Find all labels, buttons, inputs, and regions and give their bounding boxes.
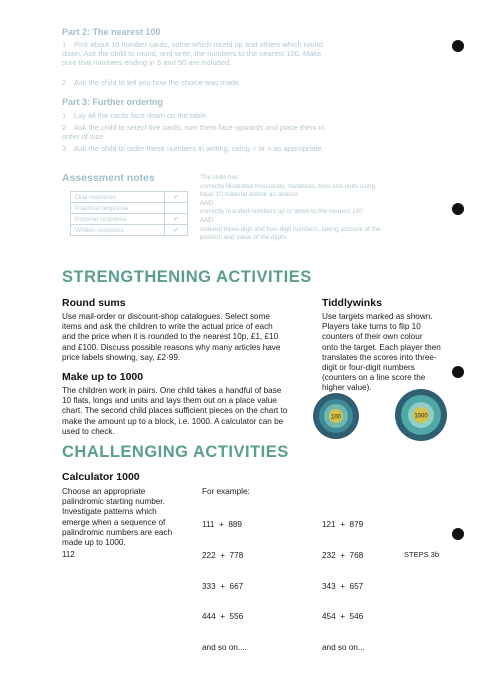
round-sums-title: Round sums <box>62 297 126 309</box>
target-1000 <box>394 388 448 442</box>
part2-item1: 1 Pick about 10 number cards, some which round up and others which round down. Ask the child to round, and write, the numbers to the nearest 100. Make sure that numbers ending in 5 and 50 are included. <box>62 40 323 67</box>
assessment-row-label: Oral response <box>71 192 165 203</box>
make-up-title: Make up to 1000 <box>62 371 144 383</box>
part3-item1: 1 Lay all the cards face down on the table. <box>62 111 209 120</box>
strengthening-heading: STRENGTHENING ACTIVITIES <box>62 268 312 286</box>
part3-item3: 3 Ask the child to order these numbers in writing, using < or > as appropriate. <box>62 144 324 153</box>
assessment-row-label: Written response <box>71 225 165 236</box>
assessment-row-label: Pictorial response <box>71 214 165 225</box>
binder-hole-3 <box>452 366 464 378</box>
assessment-table <box>70 191 188 236</box>
assessment-row <box>71 192 188 203</box>
assessment-row <box>71 225 188 236</box>
example-column-1: 111 + 889 222 + 778 333 + 667 444 + 556 and so on.... <box>202 520 248 652</box>
challenging-heading: CHALLENGING ACTIVITIES <box>62 443 289 461</box>
assessment-heading: Assessment notes <box>62 172 155 184</box>
target-100-label: 100 <box>330 414 342 421</box>
binder-hole-2 <box>452 203 464 215</box>
assessment-row-mark: ✔ <box>165 214 188 225</box>
part3-heading: Part 3: Further ordering <box>62 97 164 107</box>
assessment-row <box>71 203 188 214</box>
page-number: 112 <box>62 550 75 559</box>
target-1000-label: 1000 <box>414 413 428 420</box>
assessment-row-mark <box>165 203 188 214</box>
make-up-text: The children work in pairs. One child takes a handful of base 10 flats, longs and units and lays them out on a place value chart. The second child places sufficient pieces on the chart to make the amount up to a block, i.e. 1000. A calculator can be used to check. <box>62 386 288 436</box>
assessment-row <box>71 214 188 225</box>
assessment-notes: The child has: correctly illustrated thousands, hundreds, tens and units using base 10 material and/or an abacus AND correctly rounded numbers up or down to the nearest 100 AND ordered three-digit and four-digit numbers, taking account of the position and value of the digits. <box>200 174 381 242</box>
assessment-row-mark: ✔ <box>165 225 188 236</box>
binder-hole-1 <box>452 40 464 52</box>
part3-item2: 2 Ask the child to select five cards, turn them face upwards and place them in order of size. <box>62 123 325 141</box>
book-title: STEPS 3b <box>404 550 440 559</box>
part2-heading: Part 2: The nearest 100 <box>62 27 161 37</box>
example-label: For example: <box>202 487 250 496</box>
part2-item2: 2 Ask the child to tell you how the choice was made. <box>62 78 242 87</box>
tiddlywinks-title: Tiddlywinks <box>322 297 382 309</box>
target-100 <box>312 392 360 440</box>
tiddlywinks-text: Use targets marked as shown. Players take turns to flip 10 counters of their own colour onto the target. Each player then translates the scores into three- digit or four-digit numbers (counters on a line score the higher value). <box>322 312 441 393</box>
calculator-1000-text: Choose an appropriate palindromic starting number. Investigate patterns which emerge when a sequence of palindromic numbers are each made up to 1000. <box>62 487 173 548</box>
round-sums-text: Use mail-order or discount-shop catalogues. Select some items and ask the children to write the actual price of each and the price when it is rounded to the nearest 10p, £1, £10 and £100. Discuss possible reasons why many articles have price labels showing, say, £2·99. <box>62 312 281 362</box>
assessment-row-label: Practical response <box>71 203 165 214</box>
binder-hole-4 <box>452 528 464 540</box>
assessment-row-mark: ✔ <box>165 192 188 203</box>
example-column-2: 121 + 879 232 + 768 343 + 657 454 + 546 and so on... <box>322 520 365 652</box>
calculator-1000-title: Calculator 1000 <box>62 471 140 483</box>
